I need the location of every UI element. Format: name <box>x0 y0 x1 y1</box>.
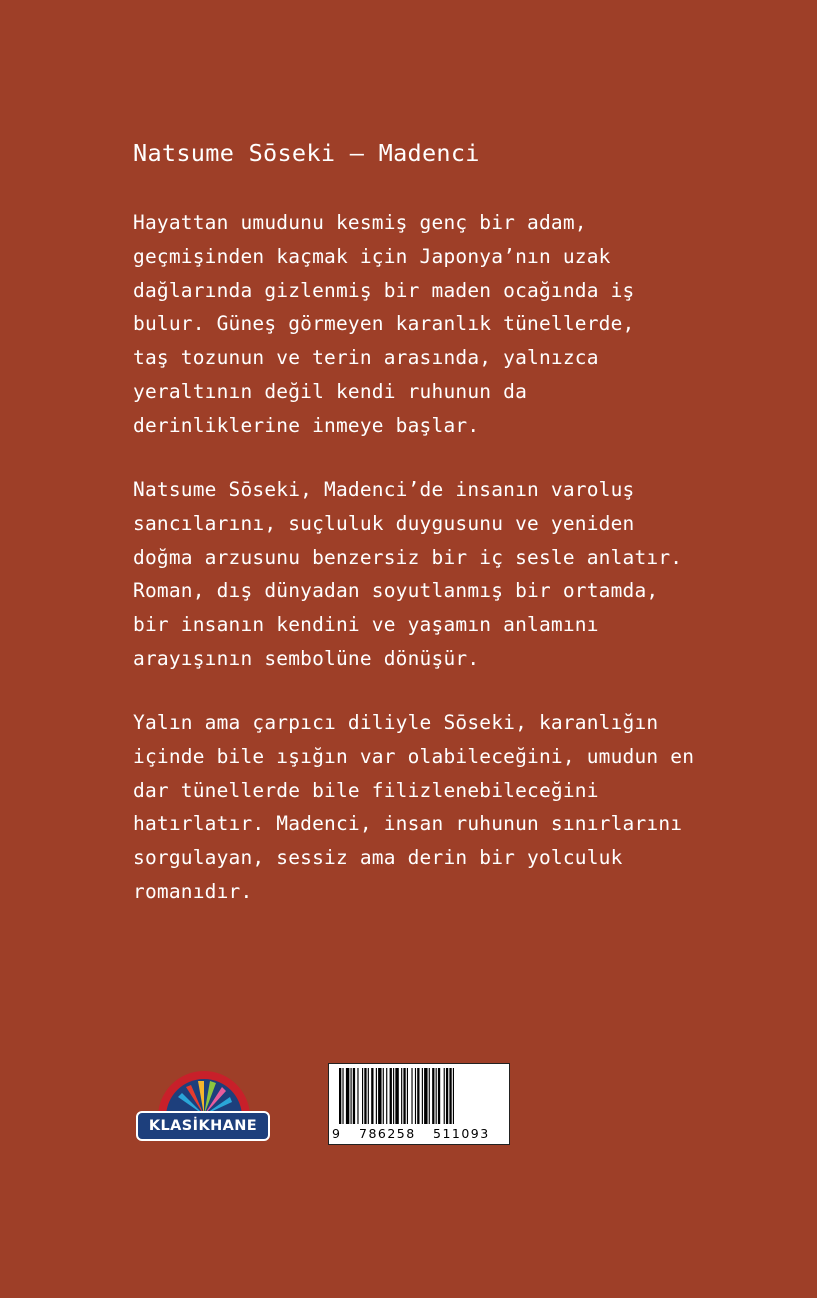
blurb-paragraph-1 <box>133 206 793 443</box>
barcode-bar <box>376 1068 377 1124</box>
blurb-line: derinliklerine inmeye başlar. <box>133 413 480 437</box>
barcode-bar <box>339 1068 341 1124</box>
barcode-bar <box>395 1068 398 1124</box>
barcode-icon <box>335 1068 505 1124</box>
book-title: Natsume Sōseki — Madenci <box>133 139 480 167</box>
blurb-line: sorgulayan, sessiz ama derin bir yolculuk <box>133 846 623 870</box>
barcode-bar <box>436 1068 437 1124</box>
publisher-logo <box>134 1067 274 1147</box>
blurb-line: hatırlatır. Madenci, insan ruhunun sınırlarını <box>133 812 683 836</box>
publisher-name: KLASİKHANE <box>136 1111 270 1141</box>
blurb-line: bulur. Güneş görmeyen karanlık tünellerde, <box>133 312 635 336</box>
barcode-bar <box>424 1068 427 1124</box>
barcode-bar <box>438 1068 440 1124</box>
barcode-bar <box>371 1068 373 1124</box>
barcode-bar <box>362 1068 363 1124</box>
barcode-bar <box>342 1068 343 1124</box>
barcode-bar <box>453 1068 454 1124</box>
barcode-bar <box>368 1068 369 1124</box>
barcode-bar <box>393 1068 394 1124</box>
barcode-bar <box>403 1068 405 1124</box>
barcode-bar <box>386 1068 387 1124</box>
blurb-paragraph-2 <box>133 473 793 676</box>
barcode-bar <box>357 1068 358 1124</box>
barcode-bar <box>422 1068 423 1124</box>
barcode-bar <box>432 1068 434 1124</box>
blurb-line: arayışının sembolüne dönüşür. <box>133 646 480 670</box>
blurb-line: bir insanın kendini ve yaşamın anlamını <box>133 613 599 637</box>
blurb-line: romanıdır. <box>133 879 253 903</box>
blurb-line: Yalın ama çarpıcı diliyle Sōseki, karanlığın <box>133 711 659 734</box>
barcode-bar <box>444 1068 445 1124</box>
isbn-group-1: 786258 <box>359 1126 416 1141</box>
blurb-line: Roman, dış dünyadan soyutlanmış bir ortamda, <box>133 579 659 603</box>
blurb-line: dar tünellerde bile filizlenebileceğini <box>133 778 599 802</box>
blurb-line: yeraltının değil kendi ruhunun da <box>133 379 528 403</box>
barcode-bar <box>411 1068 412 1124</box>
barcode-bar <box>346 1068 349 1124</box>
isbn-first-digit: 9 <box>332 1126 340 1141</box>
barcode-bar <box>351 1068 352 1124</box>
barcode-bar <box>429 1068 430 1124</box>
blurb-line: sancılarını, suçluluk duygusunu ve yeniden <box>133 511 635 535</box>
blurb-line: doğma arzusunu benzersiz bir iç sesle anlatır. <box>133 545 683 569</box>
blurb-line: içinde bile ışığın var olabileceğini, umudun en <box>133 744 695 768</box>
barcode-bar <box>415 1068 416 1124</box>
barcode-bar <box>364 1068 366 1124</box>
blurb-line: Natsume Sōseki, Madenci’de insanın varoluş <box>133 478 635 501</box>
blurb-line: taş tozunun ve terin arasında, yalnızca <box>133 346 599 370</box>
isbn-group-2: 511093 <box>433 1126 490 1141</box>
blurb-line: geçmişinden kaçmak için Japonya’nın uzak <box>133 244 611 268</box>
blurb-line: Hayattan umudunu kesmiş genç bir adam, <box>133 211 587 234</box>
isbn-number <box>329 1124 509 1144</box>
barcode-bar <box>383 1068 384 1124</box>
barcode-bar <box>407 1068 408 1124</box>
barcode-bar <box>378 1068 381 1124</box>
barcode-bar <box>446 1068 448 1124</box>
isbn-barcode <box>328 1063 510 1145</box>
barcode-bar <box>417 1068 419 1124</box>
blurb-paragraph-3 <box>133 706 793 909</box>
blurb-line: dağlarında gizlenmiş bir maden ocağında iş <box>133 278 635 302</box>
barcode-bar <box>401 1068 402 1124</box>
barcode-bar <box>449 1068 451 1124</box>
barcode-bar <box>353 1068 355 1124</box>
book-fan-logo-icon <box>134 1067 274 1117</box>
barcode-bar <box>390 1068 392 1124</box>
